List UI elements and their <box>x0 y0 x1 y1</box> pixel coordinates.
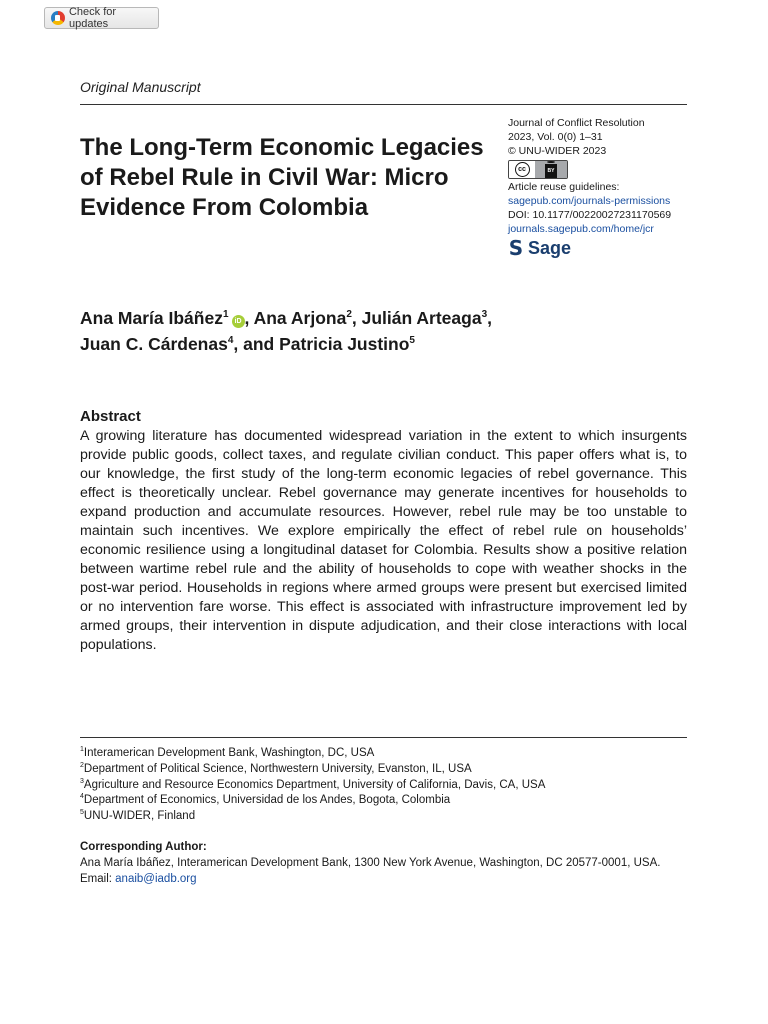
footnote-divider <box>80 737 687 738</box>
corresponding-address: Ana María Ibáñez, Interamerican Development Bank, 1300 New York Avenue, Washington, DC 20577-0001, USA. <box>80 856 661 869</box>
author <box>254 308 362 328</box>
crossmark-icon <box>51 11 65 25</box>
author-separator: , and <box>233 334 280 354</box>
email-label: Email: <box>80 872 116 885</box>
author <box>80 308 254 328</box>
affiliation-marker: 5 <box>80 809 84 817</box>
journal-link[interactable]: journals.sagepub.com/home/jcr <box>508 223 654 235</box>
reuse-link[interactable]: sagepub.com/journals-permissions <box>508 195 671 207</box>
author <box>362 308 492 328</box>
reuse-label: Article reuse guidelines: <box>508 181 620 193</box>
attribution-icon <box>547 161 555 163</box>
affiliation-text: Agriculture and Resource Economics Department, University of California, Davis, CA, USA <box>83 778 546 791</box>
author <box>279 334 415 354</box>
affiliation-item <box>80 746 700 762</box>
affiliation-text: Department of Economics, Universidad de los Andes, Bogota, Colombia <box>83 794 451 807</box>
affiliation-marker: 2 <box>80 761 84 769</box>
corresponding-author <box>80 840 700 887</box>
journal-name: Journal of Conflict Resolution <box>508 117 645 129</box>
manuscript-type: Original Manuscript <box>80 79 201 95</box>
journal-info <box>508 116 693 260</box>
author-name: Ana Arjona <box>253 308 347 328</box>
author-affiliation-marker: 3 <box>481 309 488 321</box>
affiliations <box>80 746 700 825</box>
corresponding-heading: Corresponding Author: <box>80 841 207 853</box>
affiliation-item <box>80 809 700 825</box>
affiliation-item <box>80 778 700 794</box>
affiliation-item <box>80 793 700 809</box>
author-affiliation-marker: 2 <box>346 309 352 321</box>
journal-copyright: © UNU-WIDER 2023 <box>508 145 607 157</box>
journal-volume: 2023, Vol. 0(0) 1–31 <box>508 131 603 143</box>
author-affiliation-marker: 4 <box>227 335 234 347</box>
header-divider <box>80 104 687 105</box>
affiliation-marker: 1 <box>80 746 84 754</box>
doi: DOI: 10.1177/00220027231170569 <box>508 209 672 221</box>
affiliation-marker: 4 <box>80 793 84 801</box>
author-name: Patricia Justino <box>279 334 410 354</box>
author-list <box>80 305 687 357</box>
affiliation-text: Interamerican Development Bank, Washington, DC, USA <box>83 747 375 759</box>
author-name: Juan C. Cárdenas <box>80 334 228 354</box>
abstract-text: A growing literature has documented widespread variation in the extent to which insurgents provide public goods, collect taxes, and regulate civilian conduct. This paper offers what is, to our knowledge, the first study of the long-term economic legacies of rebel governance. This effect is theoretically unclear. Rebel governance may generate incentives for households to expand production and accumulate resources. However, rebel rule may be too unstable to maintain such incentives. We explore empirically the effect of rebel rule on households’ economic resilience using a longitudinal dataset for Colombia. Results show a positive relation between wartime rebel rule and the ability of households to cope with weather shocks in the post-war period. Households in regions where armed groups were present but exercised limited or no intervention fare worse. This effect is associated with infrastructure improvement led by armed groups, their intervention in dispute adjudication, and their close interactions with local populations. <box>80 428 687 653</box>
affiliation-marker: 3 <box>80 777 84 785</box>
abstract-heading: Abstract <box>80 408 141 425</box>
sage-logo <box>508 236 693 260</box>
orcid-icon[interactable]: iD <box>232 315 245 328</box>
author-separator: , <box>487 308 492 328</box>
affiliation-item <box>80 762 700 778</box>
email-line <box>80 872 700 888</box>
author-name: Ana María Ibáñez <box>80 308 223 328</box>
author <box>80 334 279 354</box>
cc-icon: cc <box>515 162 530 177</box>
affiliation-text: Department of Political Science, Northwestern University, Evanston, IL, USA <box>83 762 472 775</box>
by-label: BY <box>545 164 558 178</box>
author-separator: , <box>244 308 254 328</box>
check-for-updates-button[interactable] <box>44 7 159 29</box>
sage-wordmark: Sage <box>528 238 572 258</box>
author-name: Julián Arteaga <box>361 308 482 328</box>
author-affiliation-marker: 5 <box>409 335 415 347</box>
author-separator: , <box>351 308 362 328</box>
author-affiliation-marker: 1 <box>222 309 229 321</box>
affiliation-text: UNU-WIDER, Finland <box>83 810 196 823</box>
sage-s-icon: S <box>508 236 524 260</box>
article-title: The Long-Term Economic Legacies of Rebel Rule in Civil War: Micro Evidence From Colombia <box>80 134 484 221</box>
check-for-updates-label: Check for updates <box>68 6 117 30</box>
email-link[interactable]: anaib@iadb.org <box>115 872 197 885</box>
cc-by-license-icon[interactable] <box>508 160 568 179</box>
